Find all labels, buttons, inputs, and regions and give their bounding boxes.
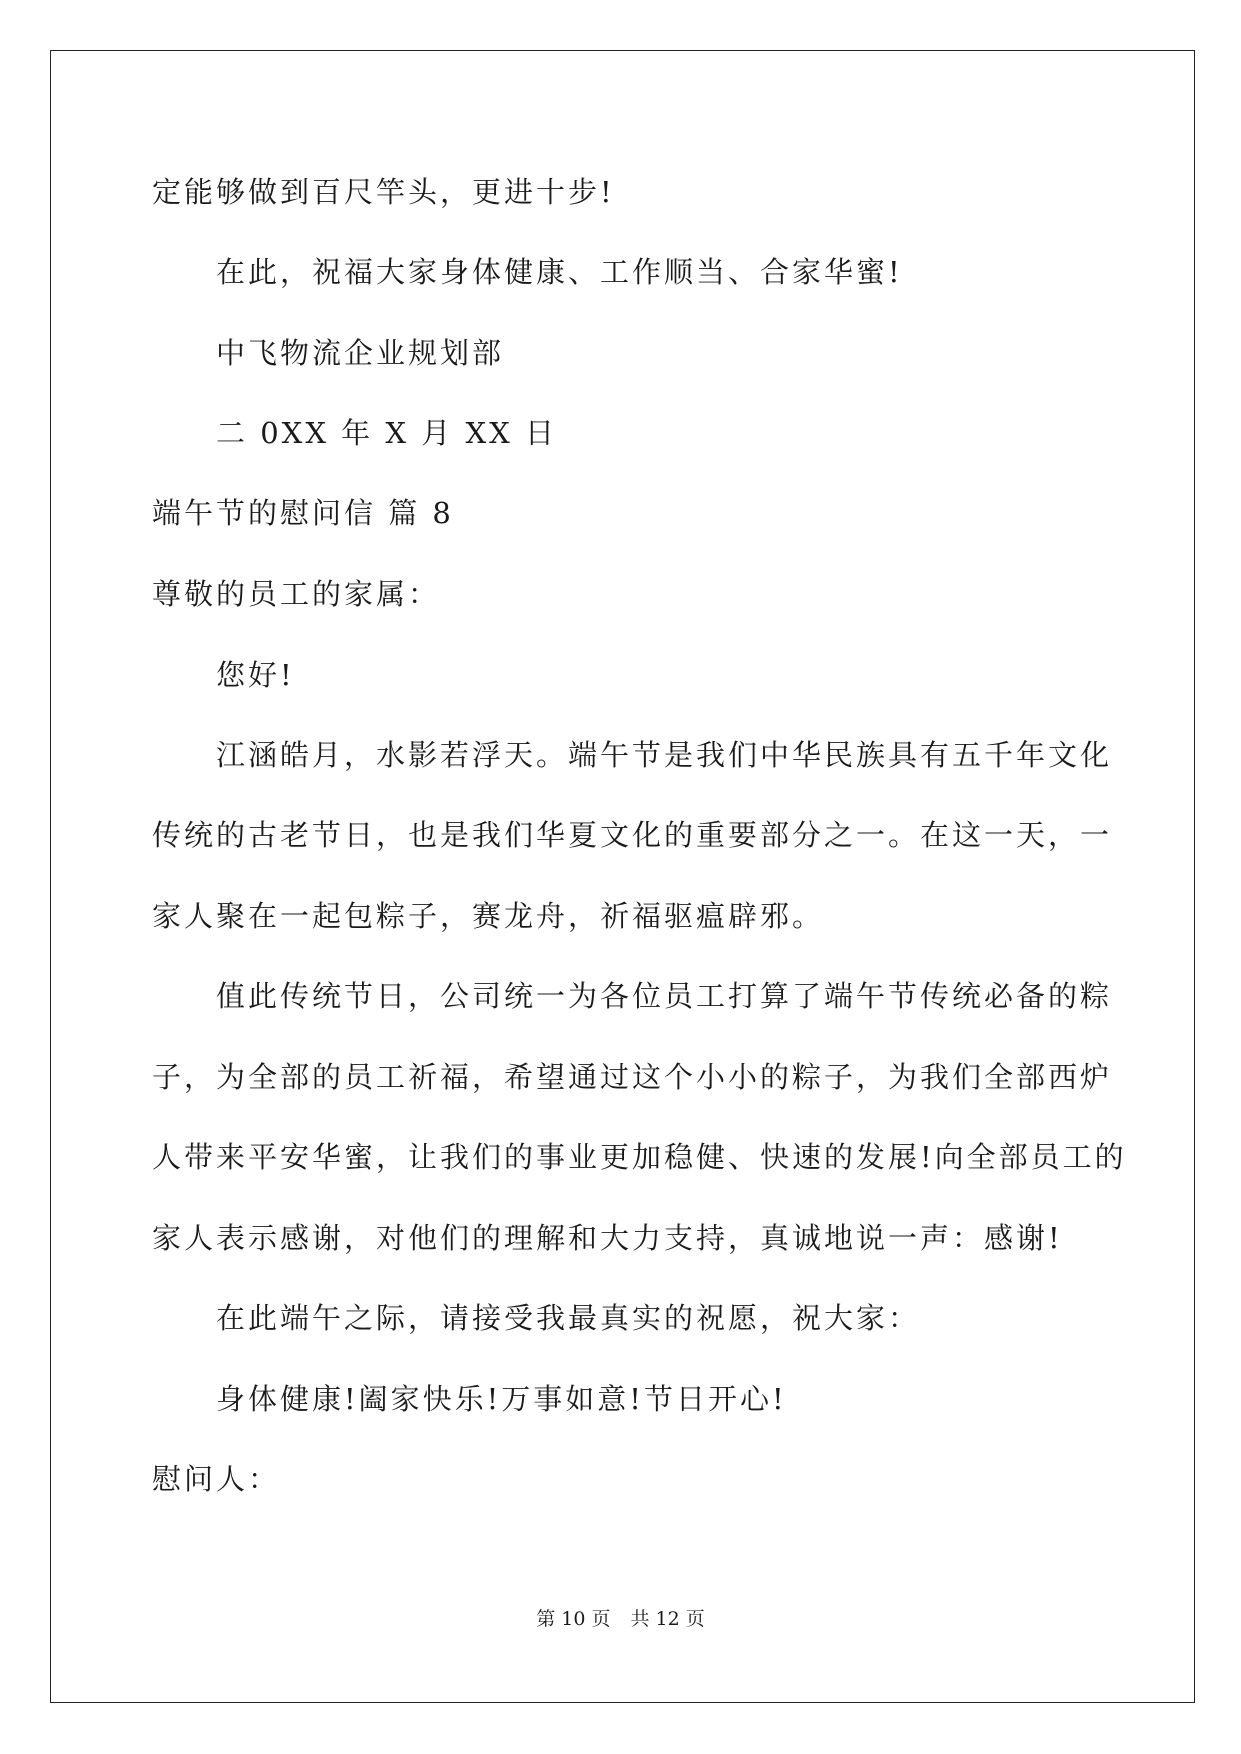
paragraph-line: 子，为全部的员工祈福，希望通过这个小小的粽子，为我们全部西炉	[152, 1060, 1113, 1094]
paragraph-line: 家人聚在一起包粽子，赛龙舟，祈福驱瘟辟邪。	[152, 899, 825, 933]
paragraph-line: 值此传统节日，公司统一为各位员工打算了端午节传统必备的粽	[216, 979, 1113, 1013]
signature-date: 二 0XX 年 X 月 XX 日	[216, 416, 557, 450]
paragraph-line: 定能够做到百尺竿头，更进十步!	[152, 175, 615, 209]
paragraph-line: 传统的古老节日，也是我们华夏文化的重要部分之一。在这一天，一	[152, 818, 1113, 852]
greeting: 您好!	[216, 658, 295, 692]
paragraph-line: 江涵皓月，水影若浮天。端午节是我们中华民族具有五千年文化	[216, 738, 1113, 772]
salutation: 尊敬的员工的家属：	[152, 577, 441, 611]
signature-org: 中飞物流企业规划部	[216, 336, 505, 370]
paragraph-line: 身体健康!阖家快乐!万事如意!节日开心!	[216, 1382, 787, 1416]
signatory-label: 慰问人：	[152, 1462, 281, 1496]
paragraph-line: 在此端午之际，请接受我最真实的祝愿，祝大家：	[216, 1301, 921, 1335]
page-border	[50, 50, 1195, 1703]
page-footer	[0, 1607, 1241, 1631]
page-total: 共 12 页	[630, 1608, 705, 1630]
paragraph-line: 在此，祝福大家身体健康、工作顺当、合家华蜜!	[216, 255, 903, 289]
paragraph-line: 人带来平安华蜜，让我们的事业更加稳健、快速的发展!向全部员工的	[152, 1140, 1127, 1174]
paragraph-line: 家人表示感谢，对他们的理解和大力支持，真诚地说一声：感谢!	[152, 1221, 1063, 1255]
page-number: 第 10 页	[536, 1608, 611, 1630]
section-heading: 端午节的慰问信 篇 8	[152, 496, 454, 530]
